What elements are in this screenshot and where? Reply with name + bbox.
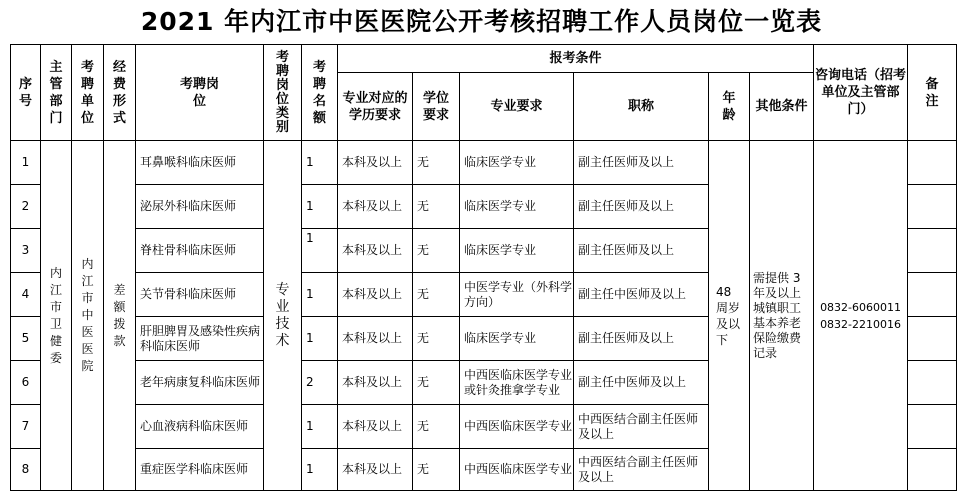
row-degree: 无 bbox=[413, 449, 460, 491]
header-conditions: 报考条件 bbox=[338, 45, 814, 73]
row-degree: 无 bbox=[413, 361, 460, 405]
row-title: 副主任医师及以上 bbox=[574, 141, 709, 185]
row-quota: 1 bbox=[302, 449, 338, 491]
header-contact: 咨询电话（招考单位及主管部门） bbox=[814, 45, 908, 141]
row-seq: 4 bbox=[11, 273, 41, 317]
header-edu: 专业对应的学历要求 bbox=[338, 73, 413, 141]
header-unit: 考聘单位 bbox=[72, 45, 104, 141]
row-position: 关节骨科临床医师 bbox=[136, 273, 264, 317]
age-cell: 48 周岁及以下 bbox=[709, 141, 750, 491]
row-title: 副主任医师及以上 bbox=[574, 185, 709, 229]
row-remark bbox=[908, 449, 957, 491]
row-title: 中西医结合副主任医师及以上 bbox=[574, 449, 709, 491]
row-quota: 1 bbox=[302, 229, 338, 273]
positions-table bbox=[10, 44, 957, 491]
row-remark bbox=[908, 273, 957, 317]
header-quota: 考聘名额 bbox=[302, 45, 338, 141]
row-remark bbox=[908, 185, 957, 229]
header-seq: 序号 bbox=[11, 45, 41, 141]
header-dept: 主管部门 bbox=[41, 45, 72, 141]
row-edu: 本科及以上 bbox=[338, 405, 413, 449]
row-title: 副主任中医师及以上 bbox=[574, 361, 709, 405]
row-seq: 5 bbox=[11, 317, 41, 361]
row-position: 心血液病科临床医师 bbox=[136, 405, 264, 449]
row-edu: 本科及以上 bbox=[338, 273, 413, 317]
row-edu: 本科及以上 bbox=[338, 185, 413, 229]
unit-cell: 内江市中医医院 bbox=[72, 141, 104, 491]
header-degree: 学位要求 bbox=[413, 73, 460, 141]
row-seq: 1 bbox=[11, 141, 41, 185]
row-seq: 8 bbox=[11, 449, 41, 491]
header-row-1 bbox=[11, 45, 957, 73]
row-seq: 7 bbox=[11, 405, 41, 449]
row-degree: 无 bbox=[413, 229, 460, 273]
row-title: 副主任医师及以上 bbox=[574, 317, 709, 361]
row-degree: 无 bbox=[413, 405, 460, 449]
row-position: 重症医学科临床医师 bbox=[136, 449, 264, 491]
header-position: 考聘岗位 bbox=[136, 45, 264, 141]
row-degree: 无 bbox=[413, 273, 460, 317]
category-cell: 专业技术 bbox=[264, 141, 302, 491]
row-major: 中医学专业（外科学方向） bbox=[460, 273, 574, 317]
row-quota: 1 bbox=[302, 141, 338, 185]
row-seq: 3 bbox=[11, 229, 41, 273]
row-position: 肝胆脾胃及感染性疾病科临床医师 bbox=[136, 317, 264, 361]
header-other: 其他条件 bbox=[750, 73, 814, 141]
row-major: 中西医临床医学专业 bbox=[460, 449, 574, 491]
row-seq: 6 bbox=[11, 361, 41, 405]
header-age: 年龄 bbox=[709, 73, 750, 141]
row-title: 中西医结合副主任医师及以上 bbox=[574, 405, 709, 449]
phone-2: 0832-2210016 bbox=[820, 317, 902, 331]
row-major: 临床医学专业 bbox=[460, 185, 574, 229]
table-row bbox=[11, 141, 957, 185]
page-title: 2021 年内江市中医医院公开考核招聘工作人员岗位一览表 bbox=[140, 7, 823, 36]
row-remark bbox=[908, 141, 957, 185]
row-seq: 2 bbox=[11, 185, 41, 229]
row-title: 副主任医师及以上 bbox=[574, 229, 709, 273]
row-quota: 1 bbox=[302, 185, 338, 229]
row-position: 耳鼻喉科临床医师 bbox=[136, 141, 264, 185]
header-funding: 经费形式 bbox=[104, 45, 136, 141]
row-position: 老年病康复科临床医师 bbox=[136, 361, 264, 405]
header-title: 职称 bbox=[574, 73, 709, 141]
row-position: 脊柱骨科临床医师 bbox=[136, 229, 264, 273]
row-degree: 无 bbox=[413, 317, 460, 361]
row-remark bbox=[908, 229, 957, 273]
row-title: 副主任中医师及以上 bbox=[574, 273, 709, 317]
row-quota: 1 bbox=[302, 273, 338, 317]
row-edu: 本科及以上 bbox=[338, 317, 413, 361]
row-quota: 2 bbox=[302, 361, 338, 405]
row-remark bbox=[908, 317, 957, 361]
header-category: 考聘岗位类别 bbox=[264, 45, 302, 141]
funding-cell: 差额拨款 bbox=[104, 141, 136, 491]
dept-cell: 内江市卫健委 bbox=[41, 141, 72, 491]
row-remark bbox=[908, 361, 957, 405]
header-major: 专业要求 bbox=[460, 73, 574, 141]
row-major: 中西医临床医学专业或针灸推拿学专业 bbox=[460, 361, 574, 405]
header-remark: 备注 bbox=[908, 45, 957, 141]
row-position: 泌尿外科临床医师 bbox=[136, 185, 264, 229]
row-edu: 本科及以上 bbox=[338, 449, 413, 491]
row-major: 临床医学专业 bbox=[460, 229, 574, 273]
row-edu: 本科及以上 bbox=[338, 229, 413, 273]
row-degree: 无 bbox=[413, 141, 460, 185]
row-remark bbox=[908, 405, 957, 449]
phone-1: 0832-6060011 bbox=[820, 300, 902, 314]
row-edu: 本科及以上 bbox=[338, 141, 413, 185]
row-quota: 1 bbox=[302, 405, 338, 449]
row-major: 临床医学专业 bbox=[460, 141, 574, 185]
contact-cell bbox=[814, 141, 908, 491]
row-quota: 1 bbox=[302, 317, 338, 361]
row-degree: 无 bbox=[413, 185, 460, 229]
row-major: 临床医学专业 bbox=[460, 317, 574, 361]
row-major: 中西医临床医学专业 bbox=[460, 405, 574, 449]
row-edu: 本科及以上 bbox=[338, 361, 413, 405]
other-cell: 需提供 3 年及以上城镇职工基本养老保险缴费记录 bbox=[750, 141, 814, 491]
